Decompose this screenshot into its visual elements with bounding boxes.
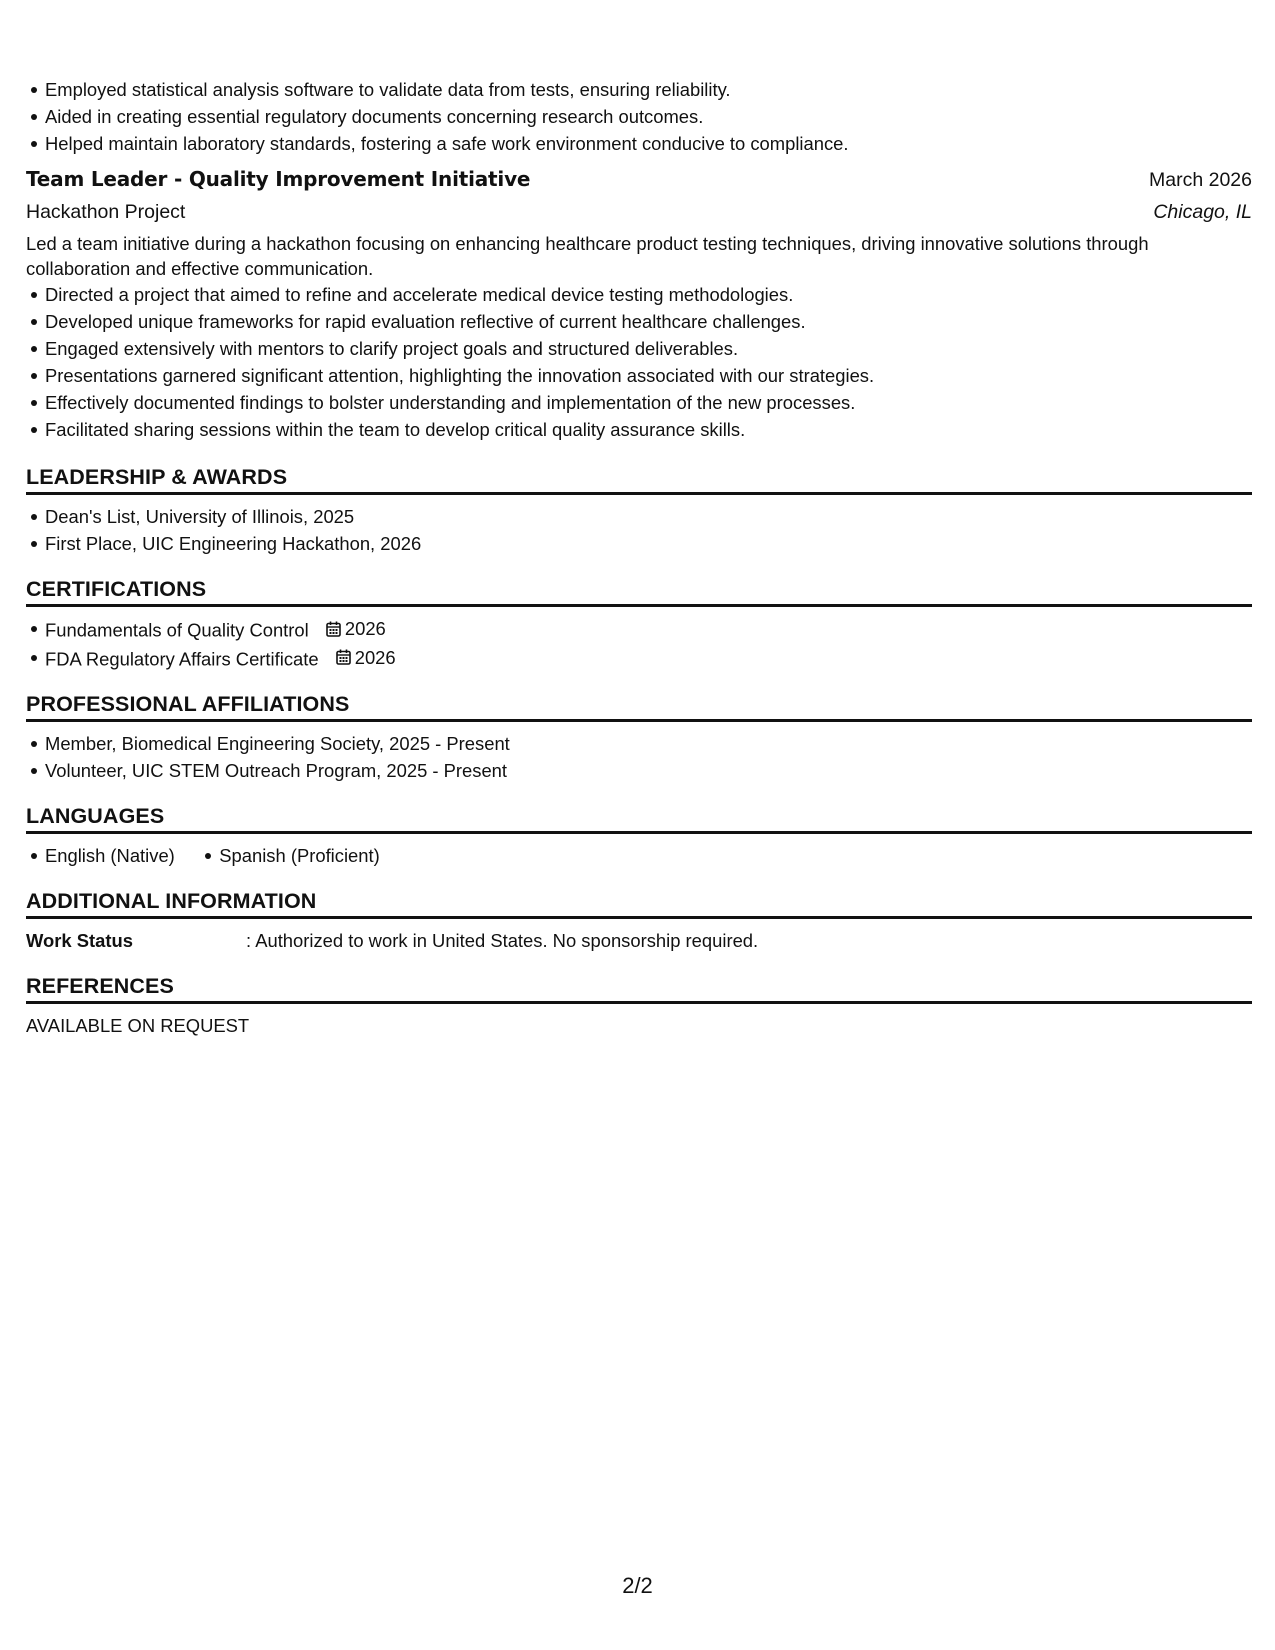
list-item: Engaged extensively with mentors to clarify project goals and structured deliverables.: [45, 335, 1252, 362]
work-status-label: Work Status: [26, 930, 133, 951]
list-item: First Place, UIC Engineering Hackathon, 2026: [45, 530, 1252, 557]
section-title: CERTIFICATIONS: [26, 575, 1252, 607]
work-status-value: : Authorized to work in United States. No sponsorship required.: [246, 930, 759, 951]
list-item: Facilitated sharing sessions within the team to develop critical quality assurance skills.: [45, 416, 1252, 443]
list-item: Dean's List, University of Illinois, 2025: [45, 503, 1252, 530]
certifications-list: [26, 615, 1252, 672]
job-title: Team Leader - Quality Improvement Initiative: [26, 167, 531, 191]
certification-name: Fundamentals of Quality Control: [45, 619, 309, 641]
calendar-icon: [336, 649, 351, 665]
resume-page: [26, 76, 1252, 1039]
list-item: [45, 615, 1252, 644]
languages-section: [26, 802, 1252, 869]
list-item: [45, 644, 1252, 673]
list-item: Developed unique frameworks for rapid evaluation reflective of current healthcare challenges.: [45, 308, 1252, 335]
list-item: English (Native): [45, 842, 175, 869]
entry-header: [26, 163, 1252, 196]
list-item: Volunteer, UIC STEM Outreach Program, 2025 - Present: [45, 757, 1252, 784]
work-status-row: [26, 927, 1252, 954]
leadership-list: [26, 503, 1252, 557]
job-organization: Hackathon Project: [26, 201, 186, 223]
list-item: Aided in creating essential regulatory documents concerning research outcomes.: [45, 103, 1252, 130]
job-date: March 2026: [1149, 169, 1252, 191]
section-title: PROFESSIONAL AFFILIATIONS: [26, 690, 1252, 722]
intro-bullet-list: [26, 76, 1252, 157]
job-bullet-list: [26, 281, 1252, 443]
affiliations-section: [26, 690, 1252, 784]
job-location: Chicago, IL: [1153, 201, 1252, 223]
calendar-icon: [326, 621, 341, 637]
list-item: Effectively documented findings to bolster understanding and implementation of the new processes.: [45, 389, 1252, 416]
references-text: AVAILABLE ON REQUEST: [26, 1015, 250, 1036]
list-item: Helped maintain laboratory standards, fostering a safe work environment conducive to compliance.: [45, 130, 1252, 157]
certification-date: [336, 644, 396, 671]
section-title: ADDITIONAL INFORMATION: [26, 887, 1252, 919]
section-title: LANGUAGES: [26, 802, 1252, 834]
certification-year: 2026: [344, 618, 386, 639]
certifications-section: [26, 575, 1252, 672]
entry-subheader: [26, 196, 1252, 228]
experience-entry: [26, 163, 1252, 443]
additional-info-section: [26, 887, 1252, 954]
list-item: Employed statistical analysis software to validate data from tests, ensuring reliability.: [45, 76, 1252, 103]
certification-date: [326, 615, 386, 642]
references-section: [26, 972, 1252, 1039]
affiliations-list: [26, 730, 1252, 784]
list-item: Member, Biomedical Engineering Society, 2025 - Present: [45, 730, 1252, 757]
job-description: Led a team initiative during a hackathon focusing on enhancing healthcare product testing techniques, driving innovative solutions through collaboration and effective communication.: [26, 233, 1149, 279]
page-number: 2/2: [622, 1573, 653, 1598]
section-title: LEADERSHIP & AWARDS: [26, 463, 1252, 495]
list-item: Spanish (Proficient): [219, 842, 379, 869]
languages-list: [26, 842, 1252, 869]
list-item: Presentations garnered significant attention, highlighting the innovation associated with our strategies.: [45, 362, 1252, 389]
section-title: REFERENCES: [26, 972, 1252, 1004]
certification-name: FDA Regulatory Affairs Certificate: [45, 648, 319, 669]
leadership-section: [26, 463, 1252, 557]
certification-year: 2026: [354, 646, 396, 668]
list-item: Directed a project that aimed to refine and accelerate medical device testing methodologies.: [45, 281, 1252, 308]
